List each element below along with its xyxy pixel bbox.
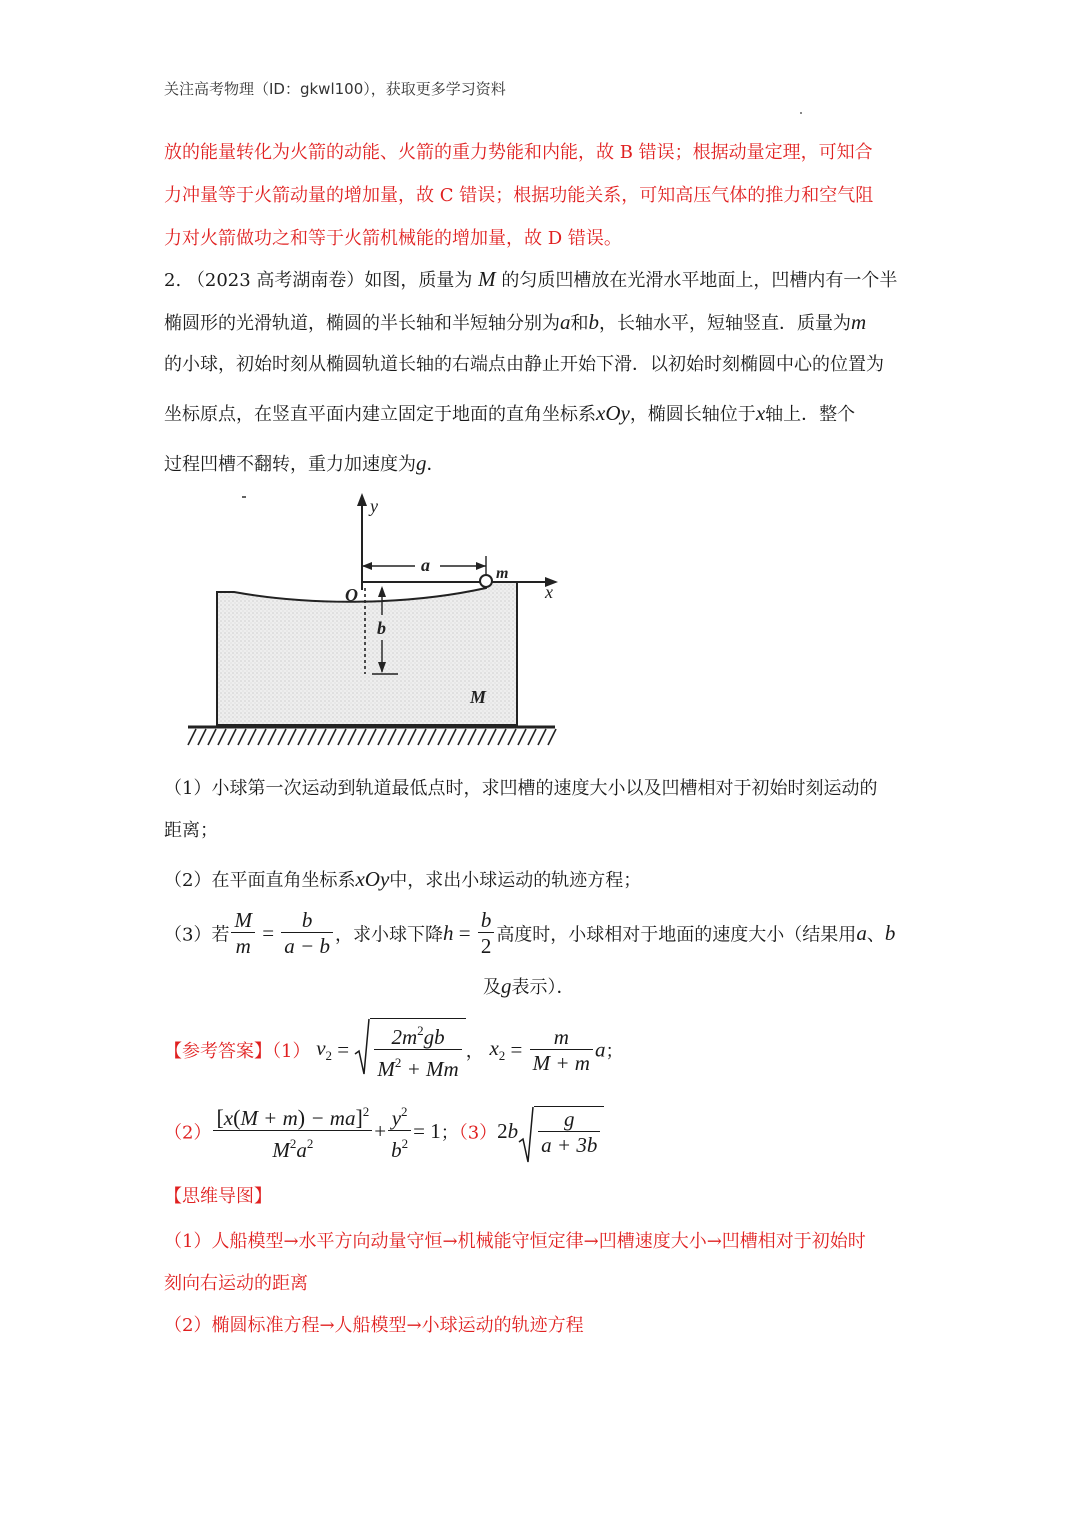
answer-line-1: 【参考答案】（1） $v_2$ = $\frac{2m^2gb}{M^2 + Mm}$ ， $x_2$ = $\frac{m}{M + m}$ a； bbox=[164, 1018, 623, 1082]
mindmap-line-1: （1）人船模型→水平方向动量守恒→机械能守恒定律→凹槽速度大小→凹槽相对于初始时 bbox=[164, 1231, 866, 1252]
problem-line-5: 过程凹槽不翻转，重力加速度为g． bbox=[164, 451, 445, 475]
ball bbox=[480, 575, 492, 587]
problem-line-4: 坐标原点，在竖直平面内建立固定于地面的直角坐标系xOy，椭圆长轴位于x轴上．整个 bbox=[164, 401, 856, 425]
question-1-line-2: 距离； bbox=[164, 820, 218, 841]
y-axis-label: y bbox=[370, 496, 378, 516]
groove-figure bbox=[185, 488, 565, 753]
answer-line-2: （2） $\frac{[x(M + m) - ma]^2}{M^2a^2}$ + $\frac{y^2}{b^2}$ = 1；（3）2b $\frac{g}{a + 3b}$ bbox=[164, 1100, 604, 1163]
question-3: （3）若 $\frac{M}{m}$ = $\frac{b}{a - b}$ ，求小球下降h = $\frac{b}{2}$ 高度时，小球相对于地面的速度大小（结果用a、b bbox=[164, 908, 896, 958]
b-label: b bbox=[377, 618, 386, 638]
origin-label: O bbox=[345, 585, 358, 605]
m-label: m bbox=[496, 565, 509, 582]
question-3-end: 及g表示）． bbox=[483, 974, 575, 998]
ground-hatching bbox=[188, 729, 556, 745]
question-1-line-1: （1）小球第一次运动到轨道最低点时，求凹槽的速度大小以及凹槽相对于初始时刻运动的 bbox=[164, 778, 878, 799]
problem-line-2: 椭圆形的光滑轨道，椭圆的半长轴和半短轴分别为a和b，长轴水平，短轴竖直．质量为m bbox=[164, 310, 867, 334]
stray-dot bbox=[800, 112, 802, 114]
analysis-line-3: 力对火箭做功之和等于火箭机械能的增加量，故 D 错误。 bbox=[164, 228, 622, 249]
x-axis-label: x bbox=[545, 582, 553, 602]
mindmap-label: 【思维导图】 bbox=[164, 1186, 272, 1207]
problem-line-3: 的小球，初始时刻从椭圆轨道长轴的右端点由静止开始下滑．以初始时刻椭圆中心的位置为 bbox=[164, 354, 884, 375]
analysis-line-2: 力冲量等于火箭动量的增加量，故 C 错误；根据功能关系，可知高压气体的推力和空气阻 bbox=[164, 185, 874, 206]
analysis-line-1: 放的能量转化为火箭的动能、火箭的重力势能和内能，故 B 错误；根据动量定理，可知合 bbox=[164, 142, 873, 163]
answer-3-sqrt: $\frac{g}{a + 3b}$ bbox=[518, 1106, 604, 1158]
a-label: a bbox=[421, 555, 430, 575]
answer-v2-sqrt: $\frac{2m^2gb}{M^2 + Mm}$ bbox=[354, 1018, 465, 1082]
question-2: （2）在平面直角坐标系xOy中，求出小球运动的轨迹方程； bbox=[164, 867, 642, 891]
mindmap-line-2: 刻向右运动的距离 bbox=[164, 1273, 308, 1294]
M-label: M bbox=[470, 687, 487, 707]
page-header: 关注高考物理（ID：gkwl100），获取更多学习资料 bbox=[164, 80, 506, 98]
mindmap-line-3: （2）椭圆标准方程→人船模型→小球运动的轨迹方程 bbox=[164, 1315, 584, 1336]
problem-line-1: 2. （2023 高考湖南卷）如图，质量为 M 的匀质凹槽放在光滑水平地面上，凹槽内有一个半 bbox=[164, 267, 898, 291]
